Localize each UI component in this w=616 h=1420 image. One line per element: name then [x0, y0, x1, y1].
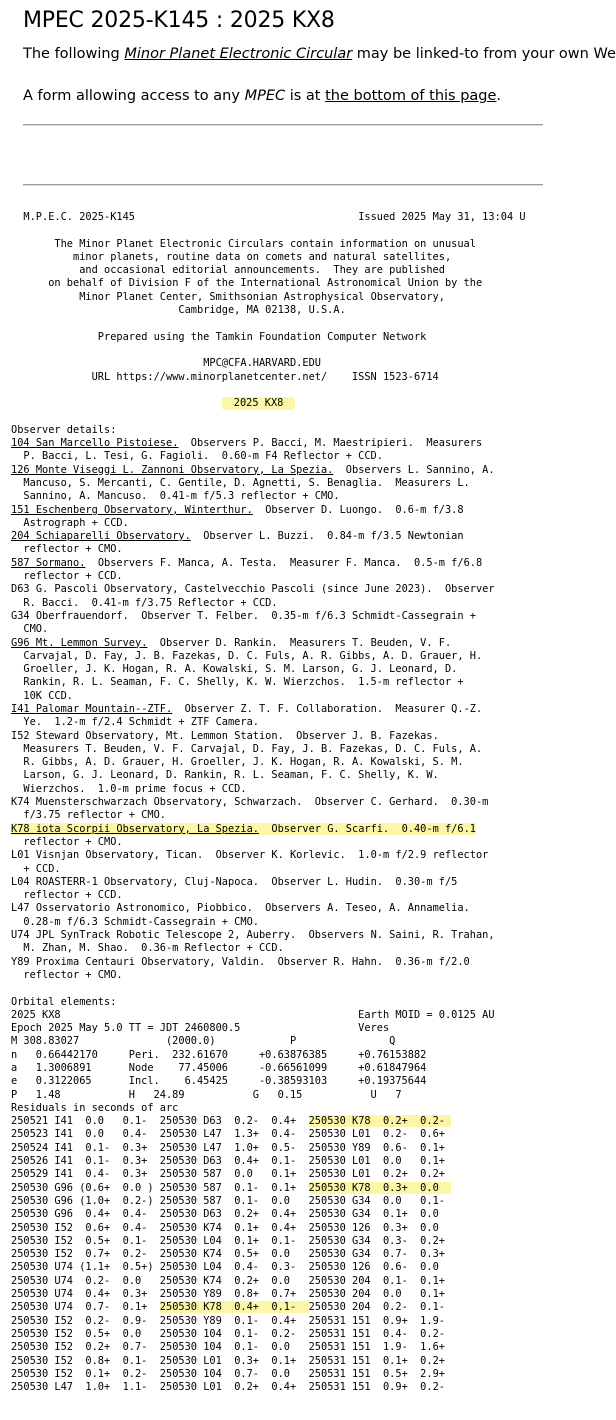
residual-row	[11, 1235, 526, 1248]
residual-cell: 250530 L04 0.4- 0.3-	[159, 1261, 309, 1274]
residual-cell: 250530 G34 0.0 0.1-	[308, 1194, 452, 1207]
residual-cell: 250530 G34 0.7- 0.3+	[308, 1248, 452, 1261]
residual-row	[11, 1128, 526, 1141]
about-line: Minor Planet Center, Smithsonian Astrophysical Observatory,	[79, 290, 445, 303]
residual-cell: 250530 G96 (1.0+ 0.2-)	[11, 1194, 160, 1207]
residual-row	[11, 1355, 526, 1368]
orbit-line: a 1.3006891 Node 77.45006 -0.66561099 +0.61847964	[11, 1062, 427, 1074]
observatory-link[interactable]: 104 San Marcello Pistoiese.	[11, 437, 179, 450]
observer-entry-cont: reflector + CMO.	[11, 543, 123, 556]
residual-row	[11, 1155, 526, 1168]
observer-entry-cont: P. Bacci, L. Tesi, G. Fagioli. 0.60-m F4 Reflector + CCD.	[11, 450, 383, 463]
text-line	[11, 224, 526, 237]
residual-cell: 250531 151 0.9+ 1.9-	[308, 1314, 452, 1327]
observers-heading: Observer details:	[11, 423, 117, 436]
residual-cell: 250530 I52 0.5+ 0.0	[11, 1327, 160, 1340]
residual-cell: 250530 204 0.0 0.1+	[308, 1288, 452, 1301]
bottom-of-page-link[interactable]: the bottom of this page	[325, 88, 497, 104]
about-line: and occasional editorial announcements. They are published	[79, 264, 445, 277]
residual-cell: 250530 L01 0.0 0.1+	[308, 1155, 452, 1168]
observer-entry-cont: reflector + CMO.	[11, 968, 123, 981]
observatory-link[interactable]: G96 Mt. Lemmon Survey.	[11, 636, 148, 649]
residual-cell: 250530 G96 0.4+ 0.4-	[11, 1208, 160, 1221]
observer-entry: L04 ROASTERR-1 Observatory, Cluj-Napoca. Observer L. Hudin. 0.30-m f/5	[11, 875, 458, 888]
observer-entry-cont: Measurers T. Beuden, V. F. Carvajal, D. Fay, J. B. Fazekas, D. C. Fuls, A.	[11, 742, 483, 755]
residual-cell: 250530 126 0.6- 0.0	[308, 1261, 452, 1274]
residual-cell: 250530 K74 0.2+ 0.0	[159, 1274, 309, 1287]
residual-cell: 250523 I41 0.0 0.4-	[11, 1128, 160, 1141]
about-line: Cambridge, MA 02138, U.S.A.	[178, 304, 346, 317]
orbit-line: n 0.66442170 Peri. 232.61670 +0.63876385 +0.76153882	[11, 1048, 427, 1061]
residual-cell: 250521 I41 0.0 0.1-	[11, 1115, 160, 1128]
residual-cell: 250530 K78 0.3+ 0.0	[308, 1181, 452, 1194]
orbit-line: Epoch 2025 May 5.0 TT = JDT 2460800.5 Veres	[11, 1022, 390, 1035]
residual-cell: 250530 I52 0.1+ 0.2-	[11, 1367, 160, 1380]
residual-cell: 250530 Y89 0.8+ 0.7+	[159, 1288, 309, 1301]
residual-cell: 250530 G96 (0.6+ 0.0 )	[11, 1181, 160, 1194]
residual-cell: 250530 K74 0.5+ 0.0	[159, 1248, 309, 1261]
residual-row	[11, 1301, 526, 1314]
residual-row	[11, 1341, 526, 1354]
text-line	[11, 384, 526, 397]
text-line	[11, 410, 526, 423]
residual-cell: 250530 U74 0.7- 0.1+	[11, 1301, 160, 1314]
residual-cell: 250530 K78 0.2+ 0.2-	[308, 1115, 452, 1128]
about-line: on behalf of Division F of the International Astronomical Union by the	[48, 277, 483, 290]
observer-entry-cont: Carvajal, D. Fay, J. B. Fazekas, D. C. Fuls, A. R. Gibbs, A. D. Grauer, H.	[11, 649, 483, 662]
form-mid: is at	[285, 88, 326, 104]
observer-entry: 204 Schiaparelli Observatory. Observer L. Buzzi. 0.84-m f/3.5 Newtonian	[11, 530, 464, 543]
residual-row	[11, 1182, 526, 1195]
residual-cell: 250530 I52 0.7+ 0.2-	[11, 1248, 160, 1261]
observer-entry-cont: + CCD.	[11, 862, 61, 875]
residual-row	[11, 1248, 526, 1261]
residual-cell: 250530 D63 0.2+ 0.4+	[159, 1208, 309, 1221]
about-line: minor planets, routine data on comets and natural satellites,	[73, 250, 452, 263]
residual-row	[11, 1381, 526, 1394]
observer-entry: Y89 Proxima Centauri Observatory, Valdin. Observer R. Hahn. 0.36-m f/2.0	[11, 955, 470, 968]
observer-entry-cont: Mancuso, S. Mercanti, C. Gentile, D. Agnetti, S. Benaglia. Measurers L.	[11, 476, 470, 489]
observer-entry-cont: 0.28-m f/6.3 Schmidt-Cassegrain + CMO.	[11, 915, 259, 928]
observer-entry-cont: Sannino, A. Mancuso. 0.41-m f/5.3 reflector + CMO.	[11, 490, 340, 503]
observer-entry-cont: R. Gibbs, A. D. Grauer, H. Groeller, J. K. Hogan, R. A. Kowalski, S. M.	[11, 756, 464, 769]
residual-cell: 250530 104 0.1- 0.2-	[159, 1327, 309, 1340]
observer-entry: 104 San Marcello Pistoiese. Observers P. Bacci, M. Maestripieri. Measurers	[11, 437, 483, 450]
mpec-link[interactable]: Minor Planet Electronic Circular	[124, 46, 353, 62]
intro-pre: The following	[23, 46, 125, 62]
observer-entry-cont: Wierzchos. 1.0-m prime focus + CCD.	[11, 782, 247, 795]
observatory-link[interactable]: 126 Monte Viseggi L. Zannoni Observatory, La Spezia.	[11, 463, 334, 476]
text-line	[11, 344, 526, 357]
observer-entry: 587 Sormano. Observers F. Manca, A. Testa. Measurer F. Manca. 0.5-m f/6.8	[11, 556, 483, 569]
circular-id-line: M.P.E.C. 2025-K145 Issued 2025 May 31, 13:04 U	[23, 211, 526, 223]
residual-cell: 250531 151 1.9- 1.6+	[308, 1341, 452, 1354]
residual-cell: 250530 126 0.3+ 0.0	[308, 1221, 452, 1234]
observer-entry: L47 Osservatorio Astronomico, Piobbico. Observers A. Teseo, A. Annamelia.	[11, 902, 470, 915]
residual-cell: 250530 L01 0.2+ 0.2+	[308, 1168, 452, 1181]
observer-entry-cont: Larson, G. J. Leonard, D. Rankin, R. L. Seaman, F. C. Shelly, K. W.	[11, 769, 439, 782]
residual-cell: 250530 104 0.1- 0.0	[159, 1341, 309, 1354]
residual-cell: 250530 K78 0.4+ 0.1-	[159, 1301, 309, 1314]
observer-entry: I52 Steward Observatory, Mt. Lemmon Station. Observer J. B. Fazekas.	[11, 729, 439, 742]
observer-entry: L01 Visnjan Observatory, Tican. Observer K. Korlevic. 1.0-m f/2.9 reflector	[11, 849, 489, 862]
residual-row	[11, 1368, 526, 1381]
observer-entry: 126 Monte Viseggi L. Zannoni Observatory, La Spezia. Observers L. Sannino, A.	[11, 463, 495, 476]
prepared-line: Prepared using the Tamkin Foundation Computer Network	[97, 330, 427, 343]
observer-entry: U74 JPL SynTrack Robotic Telescope 2, Auberry. Observers N. Saini, R. Trahan,	[11, 929, 495, 942]
designation-badge: 2025 KX8	[222, 397, 296, 410]
observer-entry: K74 Muensterschwarzach Observatory, Schwarzach. Observer C. Gerhard. 0.30-m	[11, 796, 489, 809]
residual-cell: 250530 L47 1.0+ 1.1-	[11, 1381, 160, 1394]
residual-cell: 250530 L47 1.0+ 0.5-	[159, 1141, 309, 1154]
residual-row	[11, 1195, 526, 1208]
residual-cell: 250530 I52 0.6+ 0.4-	[11, 1221, 160, 1234]
observer-entry: G96 Mt. Lemmon Survey. Observer D. Rankin. Measurers T. Beuden, V. F.	[11, 636, 452, 649]
residual-cell: 250529 I41 0.4- 0.3+	[11, 1168, 160, 1181]
residual-cell: 250530 L01 0.3+ 0.1+	[159, 1354, 309, 1367]
observer-entry-cont: CMO.	[11, 623, 49, 636]
residual-cell: 250530 U74 (1.1+ 0.5+)	[11, 1261, 160, 1274]
residual-row	[11, 1315, 526, 1328]
residual-cell: 250530 587 0.1- 0.0	[159, 1194, 309, 1207]
observer-entry: G34 Oberfrauendorf. Observer T. Felber. 0.35-m f/6.3 Schmidt-Cassegrain +	[11, 609, 476, 622]
residual-cell: 250530 G34 0.3- 0.2+	[308, 1234, 452, 1247]
orbit-line: 2025 KX8 Earth MOID = 0.0125 AU	[11, 1008, 495, 1021]
observer-entry-cont: Rankin, R. L. Seaman, F. C. Shelly, K. W. Wierzchos. 1.5-m reflector +	[11, 676, 464, 689]
observer-entry: I41 Palomar Mountain--ZTF. Observer Z. T. F. Collaboration. Measurer Q.-Z.	[11, 702, 483, 715]
observatory-link[interactable]: K78 iota Scorpii Observatory, La Spezia.	[11, 822, 259, 835]
observer-entry-cont: Ye. 1.2-m f/2.4 Schmidt + ZTF Camera.	[11, 716, 259, 729]
observer-entry-cont: 10K CCD.	[11, 689, 73, 702]
form-mpec: MPEC	[244, 88, 286, 104]
orbit-line: e 0.3122065 Incl. 6.45425 -0.38593103 +0.19375644	[11, 1075, 427, 1088]
residuals-heading: Residuals in seconds of arc	[11, 1101, 179, 1114]
observer-entry: 151 Eschenberg Observatory, Winterthur. Observer D. Luongo. 0.6-m f/3.8	[11, 503, 464, 516]
residual-cell: 250530 L47 1.3+ 0.4-	[159, 1128, 309, 1141]
residual-row	[11, 1261, 526, 1274]
observer-entry: D63 G. Pascoli Observatory, Castelvecchio Pascoli (since June 2023). Observer	[11, 583, 495, 596]
observer-entry-cont: reflector + CCD.	[11, 889, 123, 902]
residual-cell: 250530 K74 0.1+ 0.4+	[159, 1221, 309, 1234]
circular-body	[11, 211, 526, 1394]
text-line	[11, 317, 526, 330]
residual-cell: 250530 U74 0.4+ 0.3+	[11, 1288, 160, 1301]
residual-cell: 250524 I41 0.1- 0.3+	[11, 1141, 160, 1154]
orbit-line: M 308.83027 (2000.0) P Q	[11, 1035, 396, 1048]
form-paragraph	[23, 86, 501, 106]
page-title: MPEC 2025-K145 : 2025 KX8	[23, 8, 335, 33]
observer-entry: K78 iota Scorpii Observatory, La Spezia. Observer G. Scarfi. 0.40-m f/6.1	[11, 822, 476, 835]
residual-row	[11, 1275, 526, 1288]
residual-cell: 250530 587 0.0 0.1+	[159, 1168, 309, 1181]
residual-cell: 250530 204 0.2- 0.1-	[308, 1301, 452, 1314]
residual-cell: 250530 G34 0.1+ 0.0	[308, 1208, 452, 1221]
intro-paragraph	[23, 44, 616, 64]
observer-entry-cont: f/3.75 reflector + CMO.	[11, 809, 166, 822]
residual-cell: 250530 L01 0.2+ 0.4+	[159, 1381, 309, 1394]
observer-entry-cont: reflector + CCD.	[11, 570, 123, 583]
residual-row	[11, 1208, 526, 1221]
residual-cell: 250530 Y89 0.6- 0.1+	[308, 1141, 452, 1154]
observer-entry-cont: R. Bacci. 0.41-m f/3.75 Reflector + CCD.	[11, 596, 278, 609]
designation-line	[11, 397, 526, 410]
form-post: .	[496, 88, 502, 104]
residual-cell: 250530 D63 0.4+ 0.1-	[159, 1155, 309, 1168]
residual-row	[11, 1328, 526, 1341]
residual-row	[11, 1115, 526, 1128]
intro-post: may be linked-to from your own We	[352, 46, 616, 62]
residual-cell: 250530 L01 0.2- 0.6+	[308, 1128, 452, 1141]
residual-cell: 250531 151 0.9+ 0.2-	[308, 1381, 452, 1394]
observer-entry-cont: M. Zhan, M. Shao. 0.36-m Reflector + CCD.	[11, 942, 284, 955]
residual-cell: 250530 U74 0.2- 0.0	[11, 1274, 160, 1287]
email-line: MPC@CFA.HARVARD.EDU	[203, 357, 321, 370]
about-line: The Minor Planet Electronic Circulars contain information on unusual	[54, 237, 476, 250]
observatory-link[interactable]: 204 Schiaparelli Observatory.	[11, 530, 191, 543]
residual-cell: 250530 204 0.1- 0.1+	[308, 1274, 452, 1287]
residual-cell: 250530 104 0.7- 0.0	[159, 1367, 309, 1380]
text-line	[11, 982, 526, 995]
residual-row	[11, 1288, 526, 1301]
residual-cell: 250531 151 0.1+ 0.2+	[308, 1354, 452, 1367]
observatory-link[interactable]: I41 Palomar Mountain--ZTF.	[11, 702, 173, 715]
residual-cell: 250531 151 0.4- 0.2-	[308, 1327, 452, 1340]
observer-entry-cont: reflector + CMO.	[11, 835, 123, 848]
residual-cell: 250530 I52 0.5+ 0.1-	[11, 1234, 160, 1247]
orbit-heading: Orbital elements:	[11, 995, 117, 1008]
form-pre: A form allowing access to any	[23, 88, 245, 104]
observer-entry-cont: Astrograph + CCD.	[11, 516, 129, 529]
residual-cell: 250530 I52 0.8+ 0.1-	[11, 1354, 160, 1367]
residual-cell: 250526 I41 0.1- 0.3+	[11, 1155, 160, 1168]
residual-cell: 250530 Y89 0.1- 0.4+	[159, 1314, 309, 1327]
observer-entry-cont: Groeller, J. K. Hogan, R. A. Kowalski, S. M. Larson, G. J. Leonard, D.	[11, 663, 458, 676]
url-line: URL https://www.minorplanetcenter.net/ ISSN 1523-6714	[91, 370, 439, 383]
residual-row	[11, 1142, 526, 1155]
divider	[23, 124, 543, 126]
residual-cell: 250530 I52 0.2+ 0.7-	[11, 1341, 160, 1354]
observatory-link[interactable]: 587 Sormano.	[11, 556, 86, 569]
residual-cell: 250531 151 0.5+ 2.9+	[308, 1367, 452, 1380]
residual-cell: 250530 I52 0.2- 0.9-	[11, 1314, 160, 1327]
residual-cell: 250530 D63 0.2- 0.4+	[159, 1115, 309, 1128]
observatory-link[interactable]: 151 Eschenberg Observatory, Winterthur.	[11, 503, 253, 516]
divider	[23, 184, 543, 186]
residual-cell: 250530 L04 0.1+ 0.1-	[159, 1234, 309, 1247]
residual-row	[11, 1168, 526, 1181]
orbit-line: P 1.48 H 24.89 G 0.15 U 7	[11, 1088, 402, 1101]
residual-cell: 250530 587 0.1- 0.1+	[159, 1181, 309, 1194]
residual-row	[11, 1222, 526, 1235]
